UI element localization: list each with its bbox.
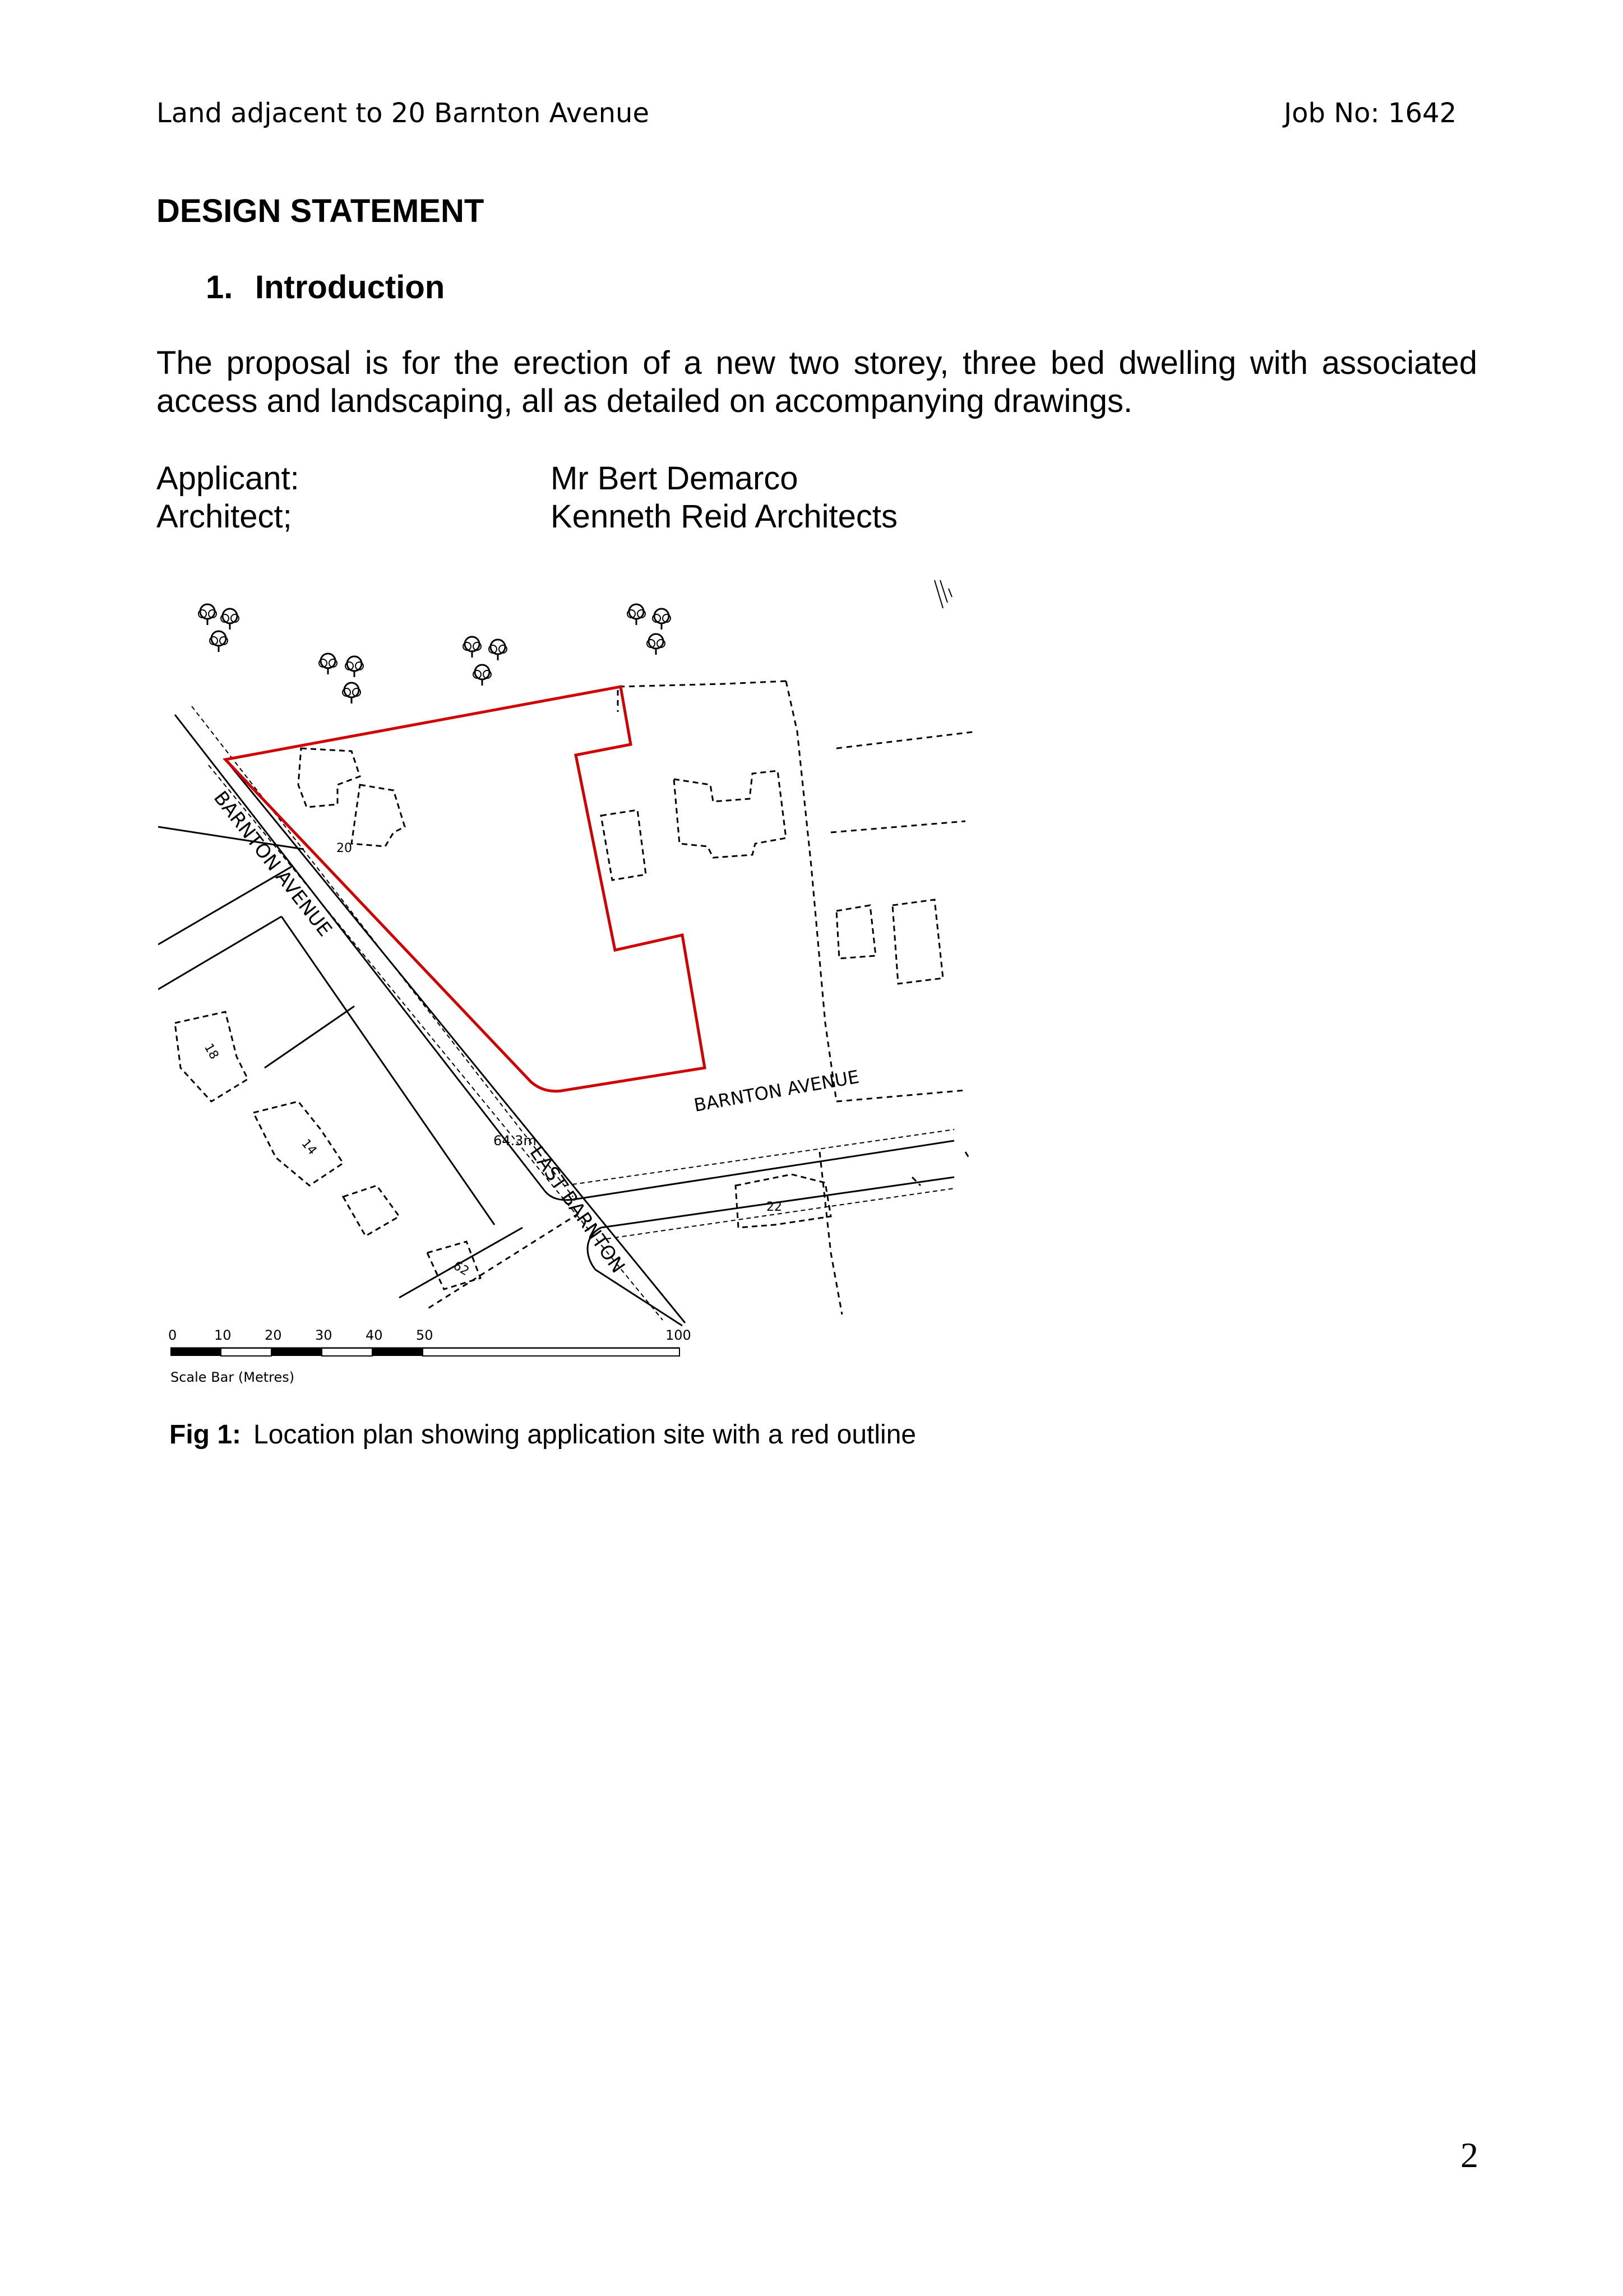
section-title: Introduction (255, 269, 445, 305)
section-number: 1. (206, 269, 233, 305)
applicant-label: Applicant: (156, 460, 299, 497)
scale-tick-20: 20 (265, 1327, 282, 1343)
street-label-barnton-avenue-west: BARNTON AVENUE (209, 786, 336, 941)
house-number-20: 20 (336, 841, 352, 855)
scale-tick-40: 40 (366, 1327, 383, 1343)
house-number-18: 18 (201, 1041, 221, 1062)
street-label-barnton-avenue-south: BARNTON AVENUE (692, 1066, 861, 1116)
figure-label: Fig 1: (169, 1420, 241, 1450)
house-number-62: 62 (451, 1258, 471, 1279)
applicant-value: Mr Bert Demarco (551, 460, 798, 497)
scale-tick-50: 50 (416, 1327, 433, 1343)
document-title: DESIGN STATEMENT (156, 193, 484, 229)
scale-tick-10: 10 (214, 1327, 232, 1343)
header-job-number: Job No: 1642 (1284, 98, 1457, 129)
street-label-east-barnton: EAST BARNTON (525, 1142, 630, 1277)
intro-paragraph: The proposal is for the erection of a new two storey, three bed dwelling with associated access and landscaping, all as detailed on accompanying drawings. (156, 345, 1477, 419)
section-heading (206, 268, 445, 307)
header-document-title: Land adjacent to 20 Barnton Avenue (156, 98, 649, 129)
scale-tick-100: 100 (665, 1327, 691, 1343)
architect-value: Kenneth Reid Architects (551, 498, 898, 535)
location-plan-map (158, 563, 977, 1404)
page-number: 2 (1460, 2135, 1478, 2175)
scale-bar-label: Scale Bar (Metres) (170, 1369, 295, 1385)
scale-tick-30: 30 (315, 1327, 332, 1343)
house-number-22: 22 (766, 1200, 782, 1214)
scale-tick-0: 0 (168, 1327, 177, 1343)
figure-caption-text: Location plan showing application site with a red outline (253, 1420, 917, 1450)
figure-caption (169, 1418, 916, 1452)
house-number-14: 14 (298, 1136, 320, 1158)
architect-label: Architect; (156, 498, 292, 535)
spot-height-label: 64.3m (493, 1133, 537, 1149)
